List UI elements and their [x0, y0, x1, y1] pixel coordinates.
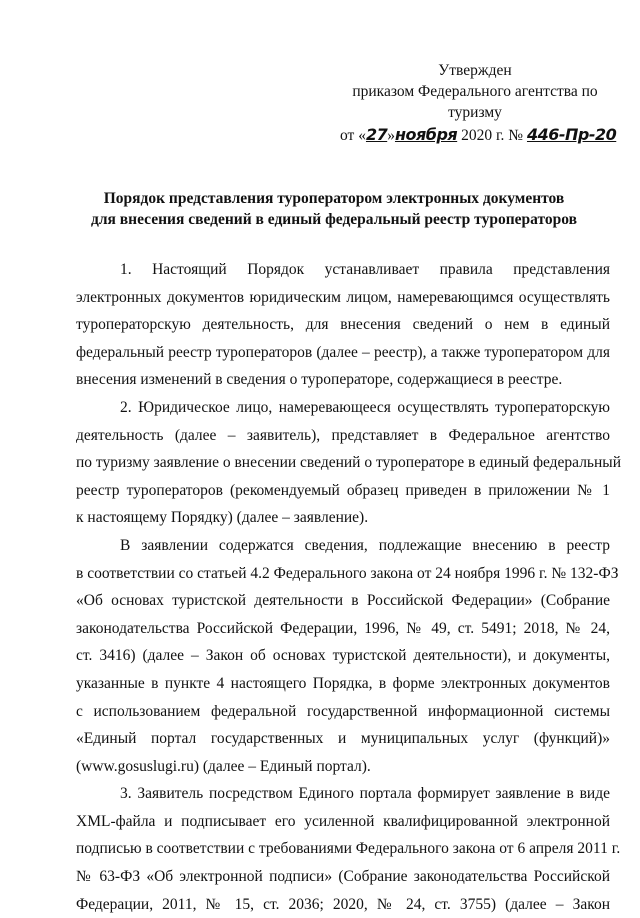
- date-mid: »: [387, 127, 395, 144]
- paragraph-1-line: федеральный реестр туроператоров (далее – реестр), а также туроператором для: [76, 343, 610, 361]
- paragraph-4-line: подписью в соответствии с требованиями Федерального закона от 6 апреля 2011 г.: [76, 840, 621, 858]
- paragraph-3-line: (www.gosuslugi.ru) (далее – Единый портал).: [76, 757, 371, 775]
- paragraph-2-line: реестр туроператоров (рекомендуемый образец приведен в приложении № 1: [76, 481, 610, 499]
- paragraph-2-line: по туризму заявление о внесении сведений о туроператоре в единый федеральный: [76, 454, 622, 472]
- paragraph-4-line: 3. Заявитель посредством Единого портала формирует заявление в виде: [120, 785, 610, 803]
- date-month-handwritten: ноября: [394, 125, 458, 144]
- paragraph-2-line: деятельность (далее – заявитель), представляет в Федеральное агентство: [76, 426, 610, 444]
- document-title: [60, 188, 608, 230]
- approval-stamp: [340, 60, 617, 146]
- approval-issuer-cont: туризму: [448, 104, 502, 121]
- title-line-1: Порядок представления туроператором электронных документов: [103, 190, 565, 207]
- approval-date-line: [340, 124, 617, 146]
- paragraph-2-line: к настоящему Порядку) (далее – заявление).: [76, 509, 369, 527]
- paragraph-3-line: ст. 3416) (далее – Закон об основах туристской деятельности), и документы,: [76, 647, 610, 665]
- paragraph-2-line: 2. Юридическое лицо, намеревающееся осуществлять туроператорскую: [120, 398, 610, 416]
- date-prefix: от «: [340, 127, 366, 144]
- date-day-handwritten: 27: [365, 125, 388, 144]
- paragraph-3-line: В заявлении содержатся сведения, подлежащие внесению в реестр: [120, 536, 610, 554]
- paragraph-4-line: № 63-ФЗ «Об электронной подписи» (Собрание законодательства Российской: [76, 868, 610, 886]
- title-line-2: для внесения сведений в единый федеральный реестр туроператоров: [90, 211, 577, 228]
- paragraph-3-line: законодательства Российской Федерации, 1996, № 49, ст. 5491; 2018, № 24,: [76, 619, 610, 637]
- paragraph-4-line: XML-файла и подписывает его усиленной квалифицированной электронной: [76, 812, 610, 830]
- paragraph-1-line: электронных документов юридическим лицом, намеревающимся осуществлять: [76, 288, 610, 306]
- approval-heading: Утвержден: [438, 62, 512, 79]
- paragraph-3-line: в соответствии со статьей 4.2 Федерального закона от 24 ноября 1996 г. № 132-ФЗ: [76, 564, 619, 582]
- order-number-handwritten: 446-Пр-20: [526, 125, 617, 144]
- date-year: 2020 г. №: [457, 127, 527, 144]
- paragraph-3-line: «Об основах туристской деятельности в Российской Федерации» (Собрание: [76, 592, 610, 610]
- paragraph-3-line: «Единый портал государственных и муниципальных услуг (функций)»: [76, 730, 610, 748]
- paragraph-3-line: указанные в пункте 4 настоящего Порядка, в форме электронных документов: [76, 674, 610, 692]
- paragraph-1-line: туроператорскую деятельность, для внесения сведений о нем в единый: [76, 316, 610, 334]
- document-body: [76, 256, 622, 918]
- paragraph-1-line: 1. Настоящий Порядок устанавливает правила представления: [120, 261, 610, 278]
- approval-issuer: приказом Федерального агентства по: [352, 83, 598, 100]
- paragraph-1-line: внесения изменений в сведения о туроператоре, содержащиеся в реестре.: [76, 371, 563, 389]
- paragraph-3-line: с использованием федеральной государственной информационной системы: [76, 702, 610, 720]
- paragraph-4-line: Федерации, 2011, № 15, ст. 2036; 2020, № 24, ст. 3755) (далее – Закон: [76, 895, 610, 913]
